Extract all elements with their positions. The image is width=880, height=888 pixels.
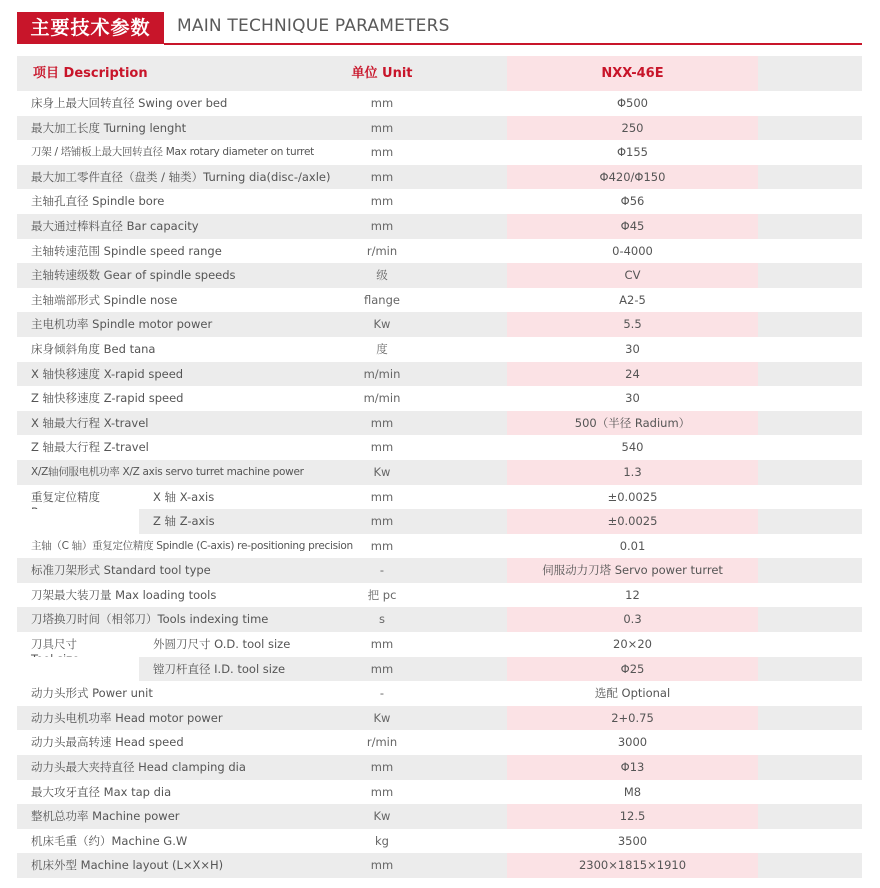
row-description: 主电机功率 Spindle motor power (31, 317, 213, 332)
row-unit: s (379, 612, 385, 627)
group-label-cn: 重复定位精度 (31, 489, 100, 504)
row-value: Φ13 (507, 755, 758, 780)
row-description: 刀架 / 塔铺板上最大回转直径 Max rotary diameter on turret (31, 146, 314, 159)
row-unit: mm (370, 415, 394, 430)
row-description: 最大通过棒料直径 Bar capacity (31, 218, 199, 233)
row-description: 主轴端部形式 Spindle nose (31, 292, 178, 307)
row-description: X 轴快移速度 X-rapid speed (31, 366, 184, 381)
row-subitem: 镗刀杆直径 I.D. tool size (153, 661, 286, 676)
row-unit: mm (370, 96, 394, 110)
row-subitem: 外圆刀尺寸 O.D. tool size (153, 637, 291, 652)
table-row (17, 214, 862, 239)
row-unit: - (379, 686, 385, 701)
row-unit: mm (370, 194, 394, 209)
row-unit: 级 (376, 268, 388, 283)
table-row (17, 730, 862, 755)
table-row (17, 632, 862, 657)
row-description: 机床外型 Machine layout (L×X×H) (31, 858, 224, 873)
table-row (17, 435, 862, 460)
table-header (17, 56, 862, 91)
row-value: 2+0.75 (507, 706, 758, 731)
table-row (17, 509, 862, 534)
table-row (17, 460, 862, 485)
row-unit: m/min (363, 366, 401, 381)
row-value: Φ56 (620, 194, 645, 209)
parameters-table (17, 56, 862, 878)
row-value: Φ500 (616, 96, 648, 110)
group-spacer (17, 657, 139, 682)
row-description: 主轴（C 轴）重复定位精度 Spindle (C-axis) re-positioning precision (31, 539, 353, 552)
row-value: ±0.0025 (607, 489, 658, 504)
row-unit: mm (370, 637, 394, 652)
row-description: X/Z轴伺服电机功率 X/Z axis servo turret machine power (31, 465, 304, 478)
table-row (17, 485, 862, 510)
row-value: 选配 Optional (594, 686, 671, 701)
row-value: 1.3 (507, 460, 758, 485)
row-description: 主轴孔直径 Spindle bore (31, 194, 165, 209)
row-unit: Kw (373, 809, 391, 824)
table-row (17, 337, 862, 362)
row-value: 伺服动力刀塔 Servo power turret (507, 558, 758, 583)
row-value: Φ25 (507, 657, 758, 682)
row-value: CV (507, 263, 758, 288)
table-row (17, 657, 862, 682)
row-unit: mm (370, 169, 394, 184)
row-unit: Kw (373, 464, 391, 479)
row-value: ±0.0025 (507, 509, 758, 534)
table-row (17, 607, 862, 632)
row-unit: - (379, 563, 385, 578)
row-unit: r/min (366, 735, 398, 750)
row-unit: 把 pc (367, 587, 397, 602)
row-value: 0.3 (507, 607, 758, 632)
row-value: M8 (623, 784, 642, 799)
table-row (17, 681, 862, 706)
table-row (17, 116, 862, 141)
row-value: 24 (507, 362, 758, 387)
row-description: X 轴最大行程 X-travel (31, 415, 149, 430)
table-row (17, 165, 862, 190)
row-value: 0-4000 (612, 243, 653, 258)
row-unit: mm (370, 858, 394, 873)
row-unit: 度 (376, 341, 388, 356)
row-value: 0.01 (619, 538, 646, 553)
row-value: 3000 (617, 735, 648, 750)
row-value: 500（半径 Radium） (507, 411, 758, 436)
row-value: Φ155 (616, 145, 648, 160)
table-row (17, 239, 862, 264)
row-unit: flange (364, 292, 400, 307)
table-row (17, 288, 862, 313)
row-unit: mm (370, 538, 394, 553)
row-subitem: Z 轴 Z-axis (153, 514, 215, 529)
row-unit: Kw (373, 710, 391, 725)
row-description: 床身倾斜角度 Bed tana (31, 341, 156, 356)
row-unit: mm (370, 440, 394, 455)
row-description: 主轴转速级数 Gear of spindle speeds (31, 268, 236, 283)
table-row (17, 534, 862, 559)
row-unit: Kw (373, 317, 391, 332)
row-description: 刀塔换刀时间（相邻刀）Tools indexing time (31, 612, 269, 627)
row-value: 12.5 (507, 804, 758, 829)
table-row (17, 411, 862, 436)
table-row (17, 829, 862, 854)
table-row (17, 189, 862, 214)
table-row (17, 583, 862, 608)
row-description: 最大加工零件直径（盘类 / 轴类）Turning dia(disc-/axle) (31, 169, 331, 184)
row-description: 机床毛重（约）Machine G.W (31, 833, 188, 848)
header-unit: 单位 Unit (351, 66, 413, 81)
header-description: 项目 Description (33, 66, 148, 81)
row-description: 最大加工长度 Turning lenght (31, 120, 187, 135)
row-unit: mm (370, 145, 394, 160)
row-description: 最大攻牙直径 Max tap dia (31, 784, 172, 799)
row-value: Φ420/Φ150 (507, 165, 758, 190)
table-row (17, 853, 862, 878)
row-value: Φ45 (507, 214, 758, 239)
row-description: Z 轴最大行程 Z-travel (31, 440, 149, 455)
row-unit: mm (370, 489, 394, 504)
row-description: 动力头形式 Power unit (31, 686, 153, 701)
row-unit: mm (370, 514, 394, 529)
row-unit: r/min (366, 243, 398, 258)
table-row (17, 755, 862, 780)
row-description: 动力头电机功率 Head motor power (31, 710, 223, 725)
header-divider (164, 43, 862, 45)
table-row (17, 140, 862, 165)
row-subitem: X 轴 X-axis (153, 489, 215, 504)
row-value: 30 (625, 341, 640, 356)
group-spacer (17, 509, 139, 534)
row-unit: mm (370, 120, 394, 135)
row-value: 12 (625, 587, 640, 602)
table-row (17, 263, 862, 288)
row-description: 刀架最大装刀量 Max loading tools (31, 587, 217, 602)
row-unit: mm (370, 661, 394, 676)
table-row (17, 804, 862, 829)
title-cn: 主要技术参数 (17, 12, 164, 44)
row-description: Z 轴快移速度 Z-rapid speed (31, 391, 184, 406)
row-value: 250 (507, 116, 758, 141)
row-description: 动力头最高转速 Head speed (31, 735, 184, 750)
group-label-cn: 刀具尺寸 (31, 637, 77, 652)
row-description: 床身上最大回转直径 Swing over bed (31, 96, 228, 110)
row-value: 3500 (617, 833, 648, 848)
table-row (17, 312, 862, 337)
table-row (17, 780, 862, 805)
row-value: 2300×1815×1910 (507, 853, 758, 878)
row-unit: mm (370, 218, 394, 233)
row-unit: kg (375, 833, 389, 848)
row-description: 主轴转速范围 Spindle speed range (31, 243, 222, 258)
row-value: 5.5 (507, 312, 758, 337)
row-description: 标准刀架形式 Standard tool type (31, 563, 211, 578)
row-value: 30 (625, 391, 640, 406)
table-row (17, 706, 862, 731)
row-description: 整机总功率 Machine power (31, 809, 180, 824)
row-unit: mm (370, 784, 394, 799)
table-row (17, 91, 862, 116)
row-value: 20×20 (613, 637, 652, 652)
row-unit: mm (370, 760, 394, 775)
row-value: A2-5 (619, 292, 646, 307)
row-value: 540 (621, 440, 644, 455)
row-description: 动力头最大夹持直径 Head clamping dia (31, 760, 246, 775)
table-row (17, 362, 862, 387)
header-model: NXX-46E (507, 56, 758, 91)
table-row (17, 558, 862, 583)
page-header (17, 12, 862, 46)
row-unit: m/min (363, 391, 401, 406)
table-row (17, 386, 862, 411)
title-en: MAIN TECHNIQUE PARAMETERS (177, 16, 450, 36)
